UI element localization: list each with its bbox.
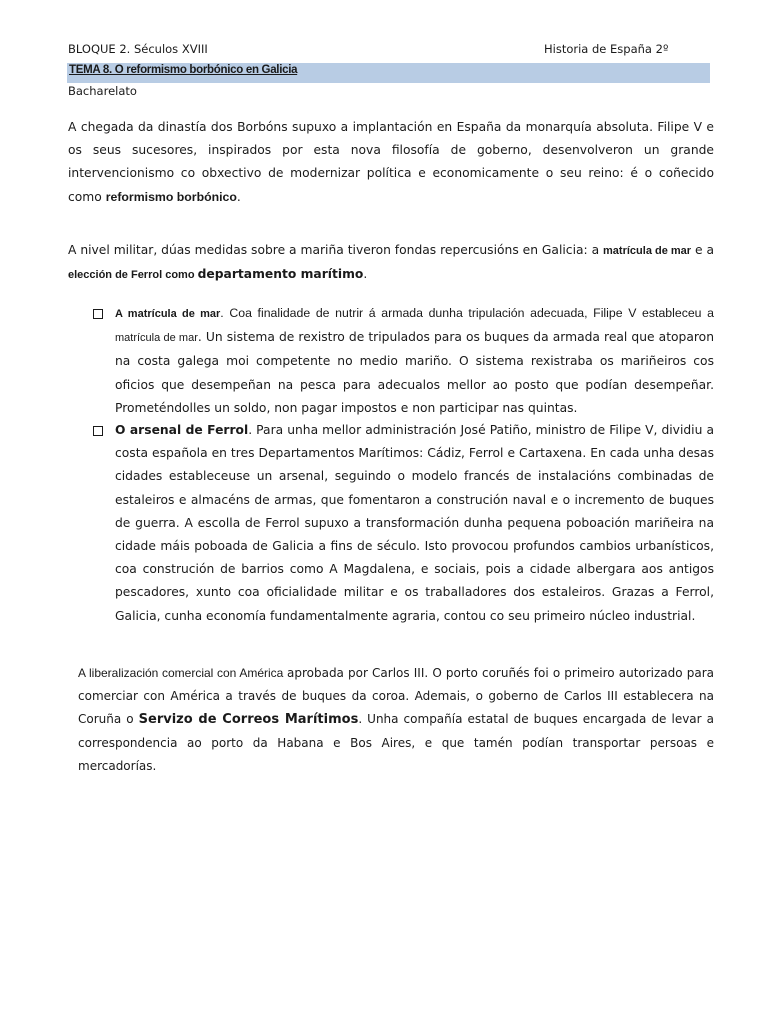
military-end: . xyxy=(363,267,368,282)
commerce-text-rest: . Unha compañía estatal de buques encargada de levar a correspondencia ao porto da Habana e Bos Aires, e que tamén podían transportar persoas e mercadorías. xyxy=(78,712,714,773)
header-block-label: BLOQUE 2. Séculos XVIII xyxy=(68,42,208,56)
bullet-title: A matrícula de mar xyxy=(115,308,221,320)
military-term-departamento: departamento marítimo xyxy=(197,267,364,282)
level-label: Bacharelato xyxy=(68,84,137,98)
intro-end: . xyxy=(236,189,241,204)
bullet-text: . Para unha mellor administración José Patiño, ministro de Filipe V, dividiu a costa española en tres Departamentos Marítimos: Cádiz, Ferrol e Cartaxena. En cada unha desas cidades estableceuse un arsenal, seguindo o modelo francés de instalacións combinadas de estaleiros e almacéns de armas, que fomentaron a construción naval e o incremento de buques de guerra. A escolla de Ferrol supuxo a transformación dunha pequena poboación mariñeira na cidade máis poboada de Galicia a fins de século. Isto provocou profundos cambios urbanísticos, coa construción de barrios como A Magdalena, e sociais, pois a cidade albergara aos antigos pescadores, xunto coa oficialidade militar e os traballadores dos estaleiros. Grazas a Ferrol, Galicia, cunha economía fundamentalmente agraria, contou co seu primeiro núcleo industrial. xyxy=(115,423,714,623)
bullet-checkbox-icon xyxy=(93,426,103,436)
topic-highlight-bar xyxy=(67,63,710,83)
bullet-title: O arsenal de Ferrol xyxy=(115,423,249,437)
bullet-matricula xyxy=(115,302,714,420)
bullet-text: . Coa finalidade de nutrir á armada dunha tripulación adecuada, Filipe V estableceu a xyxy=(220,306,714,320)
page-header xyxy=(68,42,688,56)
commerce-text: aprobada por Carlos III. O porto coruñés foi o primeiro autorizado para comerciar con América a través de buques da coroa. Ademais, o goberno de Carlos III establecera na Coruña o xyxy=(78,666,715,727)
header-subject-label: Historia de España 2º xyxy=(544,42,669,56)
intro-term: reformismo borbónico xyxy=(105,189,237,204)
commerce-paragraph xyxy=(78,662,714,778)
intro-text: A chegada da dinastía dos Borbóns supuxo a implantación en España da monarquía absoluta. Filipe V e os seus sucesores, inspirados por esta nova filosofía de goberno, desenvolveron un grande intervencionismo co obxectivo de modernizar política e economicamente o seu reino: é o coñecido como xyxy=(68,120,714,204)
military-mid: e a xyxy=(691,243,715,257)
commerce-term: Servizo de Correos Marítimos xyxy=(138,712,359,728)
military-term-ferrol: elección de Ferrol como xyxy=(68,269,198,282)
bullet-checkbox-icon xyxy=(93,309,103,319)
military-text: A nivel militar, dúas medidas sobre a mariña tiveron fondas repercusións en Galicia: a xyxy=(68,243,604,257)
topic-title: TEMA 8. O reformismo borbónico en Galicia xyxy=(69,64,298,76)
bullet-text-rest: . Un sistema de rexistro de tripulados para os buques da armada real que atoparon na costa galega moi competente no medio mariño. O sistema rexistraba os mariñeiros cos oficios que desempeñan na pesca para adecualos mellor ao posto que podían desempeñar. Prometéndolles un soldo, non pagar impostos e non participar nas quintas. xyxy=(115,330,714,415)
bullet-term: matrícula de mar xyxy=(115,332,198,345)
commerce-lead: A liberalización comercial con América xyxy=(78,666,287,680)
military-term-matricula: matrícula de mar xyxy=(603,245,692,257)
intro-paragraph xyxy=(68,116,714,209)
bullet-arsenal xyxy=(115,419,714,628)
military-paragraph xyxy=(68,239,714,287)
